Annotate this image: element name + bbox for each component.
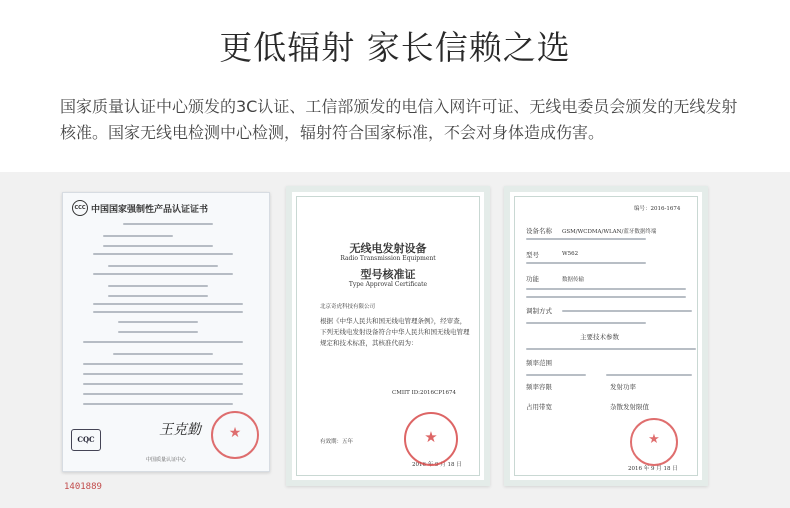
cert3-date: 2016 年 9 月 18 日 <box>628 466 678 472</box>
cert3-label: 发射功率 <box>610 383 636 391</box>
ccc-cert-title: 中国国家强制性产品认证证书 <box>91 205 209 215</box>
description: 国家质量认证中心颁发的3C认证、工信部颁发的电信入网许可证、无线电委员会颁发的无线发射核准。国家无线电检测中心检测，辐射符合国家标准，不会对身体造成伤害。 <box>60 97 738 142</box>
cert3-number: 编号：2016-1674 <box>634 206 681 212</box>
cert2-validity: 有效期：五年 <box>320 439 354 445</box>
cert2-code: CMIIT ID:2016CP1674 <box>392 390 456 396</box>
ccc-cert-footer: 中国质量认证中心 <box>145 457 186 463</box>
red-seal-icon <box>211 411 259 459</box>
cert3-label: 占用带宽 <box>526 403 552 411</box>
headline: 更低辐射 家长信赖之选 <box>219 28 571 67</box>
cert3-label: 频率容限 <box>526 383 552 391</box>
signature: 王克勤 <box>159 422 201 438</box>
cert2-date: 2016 年 9 月 18 日 <box>412 462 462 468</box>
cert2-subtitle-en: Type Approval Certificate <box>348 281 428 288</box>
cert2-subtitle: 型号核准证 <box>360 268 416 281</box>
type-approval-certificate <box>286 186 490 486</box>
cert3-function: 数据传输 <box>562 277 585 283</box>
cert2-title: 无线电发射设备 <box>349 242 427 255</box>
cert3-label: 设备名称 <box>526 227 552 235</box>
barcode-number: 1401889 <box>64 482 102 492</box>
red-seal-icon <box>404 412 458 466</box>
cert3-device-name: GSM/WCDMA/WLAN/蓝牙数据终端 <box>562 229 657 235</box>
cert2-body: 根据《中华人民共和国无线电管理条例》，经审查，下列无线电发射设备符合中华人民共和国无线电管理规定和技术标准，其核准代码为： <box>320 317 470 347</box>
cert2-title-en: Radio Transmission Equipment <box>340 255 436 262</box>
cert3-label: 功能 <box>526 275 539 283</box>
cert3-label: 主要技术参数 <box>580 333 619 341</box>
cqc-logo: CQC <box>71 429 101 451</box>
cert2-company: 北京奇虎科技有限公司 <box>320 304 376 310</box>
cert3-label: 频率范围 <box>526 359 552 367</box>
red-seal-icon <box>630 418 678 466</box>
cert3-model: W562 <box>562 251 579 257</box>
ccc-certificate <box>62 192 270 472</box>
cert3-label: 调制方式 <box>526 307 552 315</box>
ccc-logo: CCC <box>72 200 88 216</box>
cert3-label: 杂散发射限值 <box>610 403 649 411</box>
cert3-label: 型号 <box>526 251 539 259</box>
technical-parameters-certificate <box>504 186 708 486</box>
